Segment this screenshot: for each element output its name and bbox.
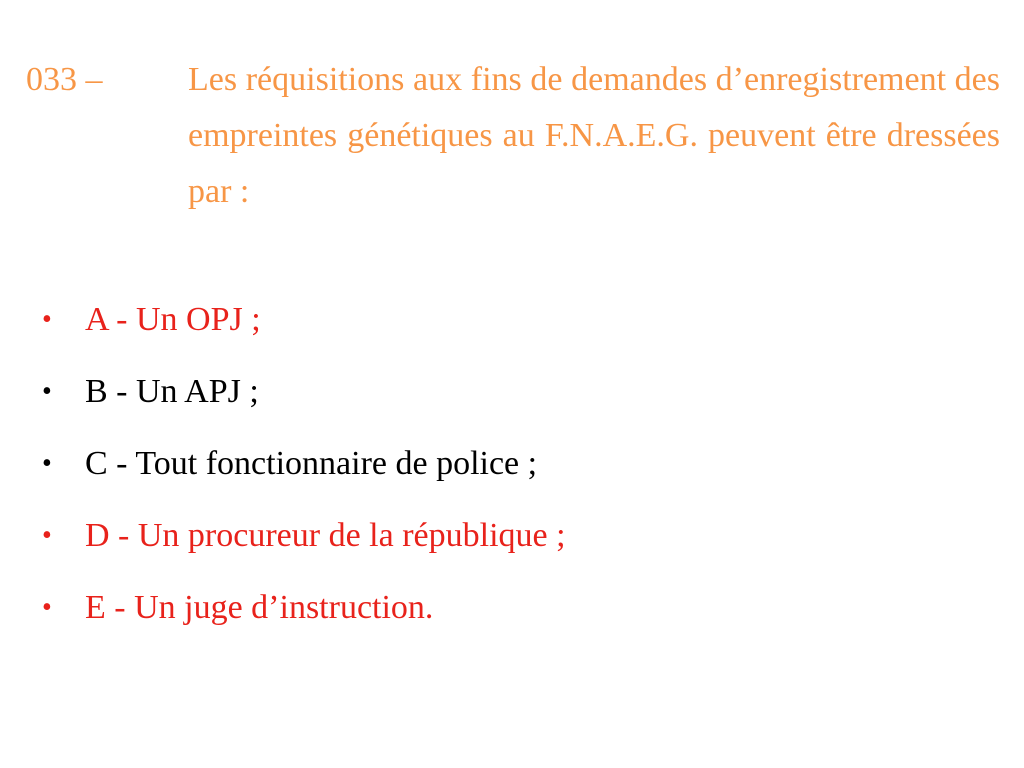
option-label: A - Un OPJ ;: [85, 301, 261, 338]
bullet-icon: •: [42, 448, 52, 479]
option-e: [0, 576, 1024, 648]
option-b: [0, 360, 1024, 432]
option-a: [0, 288, 1024, 360]
option-label: D - Un procureur de la république ;: [85, 517, 566, 554]
option-c: [0, 432, 1024, 504]
bullet-icon: •: [42, 376, 52, 407]
option-label: C - Tout fonctionnaire de police ;: [85, 445, 538, 482]
bullet-icon: •: [42, 520, 52, 551]
bullet-icon: •: [42, 304, 52, 335]
question-row: [26, 52, 1000, 220]
option-label: E - Un juge d’instruction.: [85, 589, 434, 626]
option-d: [0, 504, 1024, 576]
answer-options-list: [0, 288, 1024, 648]
bullet-icon: •: [42, 592, 52, 623]
question-title: [26, 52, 1000, 220]
question-text: Les réquisitions aux fins de demandes d’enregistrement des empreintes génétiques au F.N.A.E.G. peuvent être dressées par :: [188, 61, 1000, 210]
option-label: B - Un APJ ;: [85, 373, 259, 410]
question-number: 033 –: [26, 61, 103, 98]
